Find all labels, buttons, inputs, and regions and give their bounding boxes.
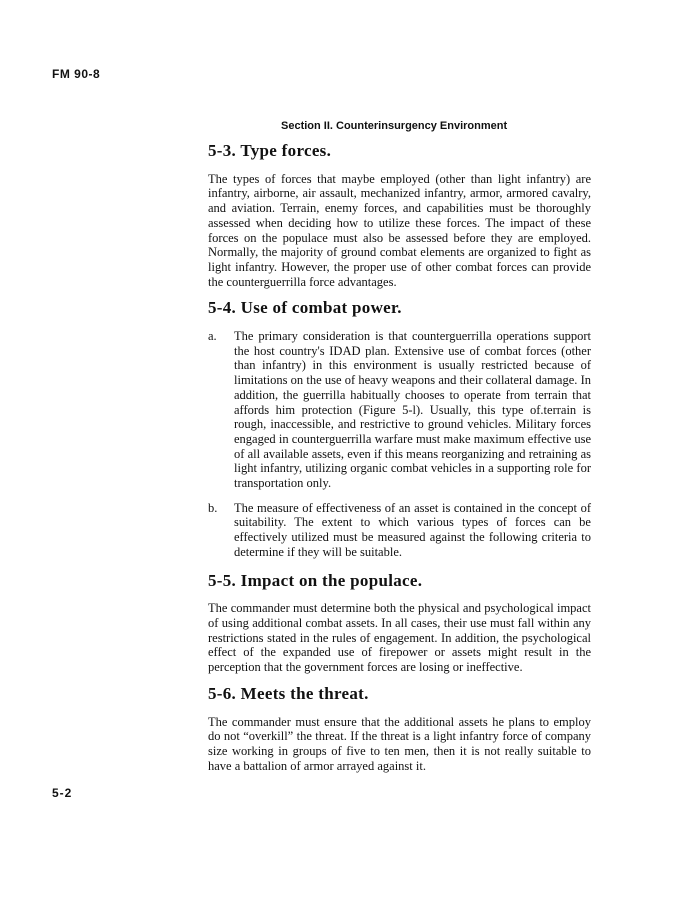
section-5-6 [208,683,591,774]
section-5-3 [208,141,591,289]
list-item-text: The primary consideration is that counterguerrilla operations support the host country's IDAD plan. Extensive use of combat forces (other than infantry) in this environment is usually restricted because of limitations on the use of heavy weapons and their collateral damage. In addition, the guerrilla habitually chooses to operate from terrain that affords him protection (Figure 5-l). Usually, this type of.terrain is rough, inaccessible, and restrictive to ground vehicles. Military forces engaged in counterguerrilla warfare must make maximum effective use of all available assets, even if this means reorganizing and retraining as light infantry, utilizing organic combat vehicles in a supporting role for transportation only. [234,329,591,491]
section-5-4 [208,298,591,559]
page-number: 5-2 [52,786,73,800]
section-paragraph: The commander must determine both the physical and psychological impact of using additional combat assets. In all cases, their use must fall within any restrictions stated in the rules of engagement. In addition, the psychological effect of the expanded use of firepower or assets might result in the perception that the government forces are losing or ineffective. [208,601,591,675]
section-paragraph: The commander must ensure that the additional assets he plans to employ do not “overkill” the threat. If the threat is a light infantry force of company size working in groups of five to ten men, then it is not really suitable to have a battalion of armor arrayed against it. [208,714,591,773]
section-heading: 5-4. Use of combat power. [208,298,402,318]
section-paragraph: The types of forces that maybe employed (other than light infantry) are infantry, airborne, air assault, mechanized infantry, armor, armored cavalry, and aviation. Terrain, enemy forces, and capabilities must be thoroughly assessed when deciding how to utilize these forces. The impact of these forces on the populace must also be assessed before they are employed. Normally, the majority of ground combat elements are organized to fight as light infantry. However, the proper use of other combat forces can provide the counterguerrilla force advantages. [208,171,591,289]
document-id: FM 90-8 [52,67,101,81]
list-item-text: The measure of effectiveness of an asset is contained in the concept of suitability. The extent to which various types of forces can be effectively utilized must be measured against the following criteria to determine if they will be suitable. [234,500,591,559]
list-item [208,501,591,560]
section-heading: 5-3. Type forces. [208,141,332,160]
section-5-5 [208,570,591,675]
list-item-label: b. [208,500,218,515]
section-heading: 5-5. Impact on the populace. [208,570,423,590]
list-item [208,329,591,491]
list-item-label: a. [208,329,217,344]
section-title: Section II. Counterinsurgency Environment [281,120,508,132]
content-column [208,141,591,785]
section-heading: 5-6. Meets the threat. [208,683,369,703]
